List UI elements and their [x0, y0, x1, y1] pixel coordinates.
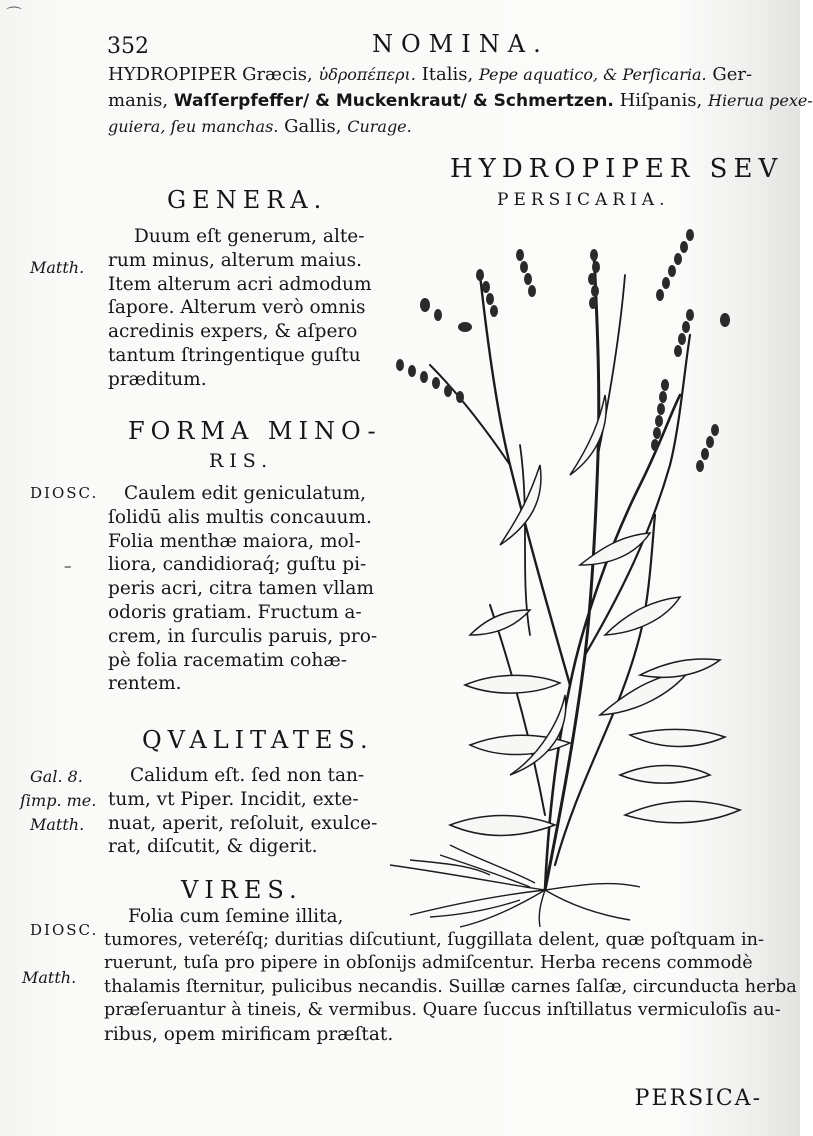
text-line: ſapore. Alterum verò omnis	[108, 297, 366, 319]
text-line: Folia cum ſemine illita,	[128, 906, 344, 927]
genera-text	[108, 225, 372, 392]
text-line: præditum.	[108, 368, 207, 390]
text-line: præſeruantur à tineis, & vermibus. Quare ſuccus inſtillatus vermiculoſis au-	[104, 1000, 781, 1021]
flower-spike	[516, 249, 536, 297]
intro-line-2	[108, 88, 813, 114]
french-label: Gallis,	[284, 116, 342, 137]
flower-spike	[696, 424, 719, 472]
italian-label: Italis,	[421, 64, 474, 85]
flower-spike	[588, 249, 600, 309]
text-line: Duum eſt generum, alte-	[134, 226, 365, 247]
text-line: pè folia racematim cohæ-	[108, 649, 347, 671]
text-line: Item alterum acri admodum	[108, 273, 372, 295]
page-number: 352	[107, 34, 149, 59]
text-line: rum minus, alterum maius.	[108, 249, 363, 271]
catchword: PERSICA-	[634, 1086, 762, 1111]
greek-name: ὑδροπέπερι.	[318, 65, 416, 84]
qualitates-text	[108, 764, 377, 859]
text-line: Folia menthæ maiora, mol-	[108, 530, 361, 552]
margin-note-diosc: DIOSC.	[30, 484, 99, 502]
text-line: rat, diſcutit, & digerit.	[108, 836, 318, 858]
text-line: odoris gratiam. Fructum a-	[108, 601, 362, 623]
spanish-name-part: Hierua pexe-	[707, 91, 813, 110]
text-line: Caulem edit geniculatum,	[124, 483, 367, 504]
margin-note-simp: ſimp. me.	[20, 791, 97, 810]
text-line: peris acri, citra tamen vllam	[108, 578, 374, 600]
margin-dash: –	[64, 557, 74, 575]
running-head: NOMINA.	[372, 30, 549, 58]
margin-note-matth: Matth.	[30, 258, 85, 277]
italian-names: Pepe aquatico, & Perſicaria.	[478, 65, 707, 84]
plate-subtitle: PERSICARIA.	[497, 190, 670, 210]
flower-spike	[674, 309, 694, 357]
german-label-rest: manis,	[108, 90, 169, 111]
plate-title: HYDROPIPER SEV	[450, 154, 784, 184]
margin-note-matth: Matth.	[30, 815, 85, 834]
roots	[390, 845, 640, 927]
heading-forma-minoris: FORMA MINO-	[128, 417, 382, 445]
spanish-name-rest: guiera, ſeu manchas.	[108, 117, 279, 136]
margin-note-galen: Gal. 8.	[30, 767, 83, 786]
heading-forma-minoris-cont: RIS.	[209, 450, 274, 472]
text-line: rentem.	[108, 673, 182, 695]
text-line: Calidum eſt. ſed non tan-	[130, 765, 365, 786]
forma-text	[108, 482, 377, 696]
intro-names	[108, 62, 813, 140]
flower-spike	[656, 229, 694, 301]
text-line: ſolidū alis multis concauum.	[108, 506, 372, 528]
german-label-part: Ger-	[712, 64, 753, 85]
intro-line-1	[108, 62, 813, 88]
text-line: thalamis ſternitur, pulicibus necandis. Suillæ carnes ſalſæ, circunducta herba	[104, 976, 797, 997]
text-line: liora, candidioraq́; guſtu pi-	[108, 554, 367, 576]
heading-vires: VIRES.	[181, 876, 303, 904]
text-line: nuat, aperit, reſoluit, exulce-	[108, 812, 378, 834]
margin-note-diosc: DIOSC.	[30, 921, 99, 939]
corner-mark: ⌒	[6, 5, 23, 24]
german-names: Waſſerpfeffer/ & Muckenkraut/ & Schmertzen.	[173, 91, 614, 111]
heading-qualitates: QVALITATES.	[142, 726, 374, 754]
french-name: Curage.	[347, 117, 412, 136]
text-line: tumores, veteréſq; duritias diſcutiunt, ſuggillata delent, quæ poſtquam in-	[104, 929, 764, 950]
text-line: acredinis expers, & aſpero	[108, 321, 358, 343]
text-line: crem, in ſurculis paruis, pro-	[108, 625, 378, 647]
intro-greek-label: HYDROPIPER Græcis,	[108, 64, 313, 85]
margin-note-matth: Matth.	[22, 968, 77, 987]
intro-line-3	[108, 114, 813, 140]
text-line: ruerunt, tuſa pro pipere in obſonijs admiſcentur. Herba recens commodè	[104, 953, 753, 974]
spanish-label: Hiſpanis,	[619, 90, 703, 111]
text-line: tum, vt Piper. Incidit, exte-	[108, 788, 359, 810]
text-line: ribus, opem mirificam præſtat.	[104, 1023, 394, 1045]
heading-genera: GENERA.	[167, 186, 328, 214]
flower-spike	[476, 269, 498, 317]
plant-woodcut-illustration	[370, 215, 760, 930]
text-line: tantum ſtringentique guſtu	[108, 344, 361, 366]
